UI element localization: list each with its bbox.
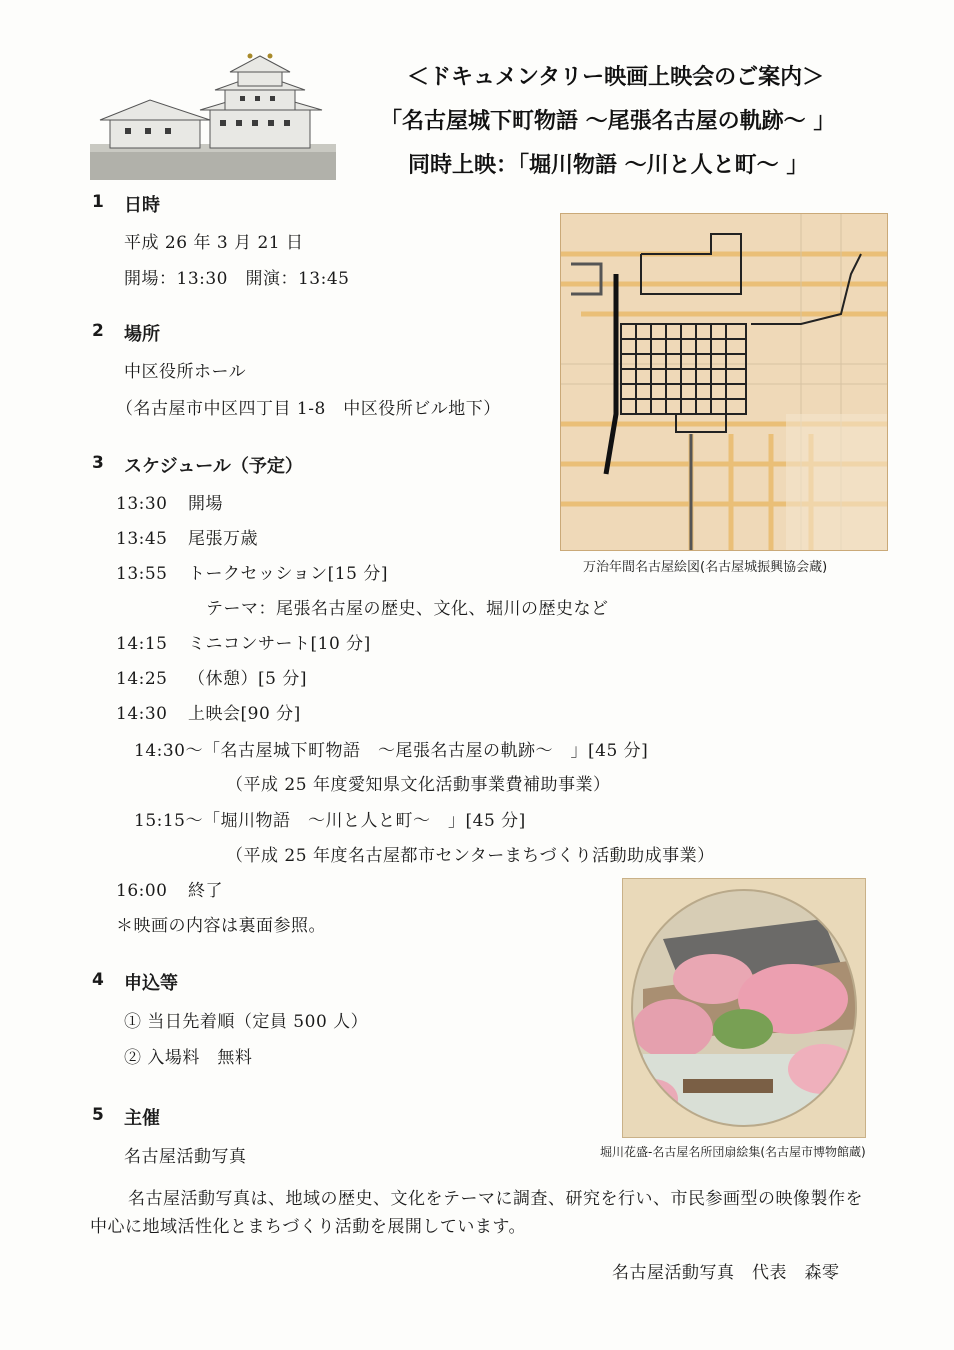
fan-painting-image [622,878,866,1138]
fan-caption: 堀川花盛-名古屋名所団扇絵集(名古屋市博物館蔵) [600,1145,866,1159]
schedule-end: 16:00 終了 [116,881,223,901]
event-date: 平成 26 年 3 月 21 日 [124,233,304,253]
header-line-1: ＜ドキュメンタリー映画上映会のご案内＞ [407,65,825,90]
section-5-title: 主催 [124,1108,160,1129]
header-line-3: 同時上映：「堀川物語 ～川と人と町～ 」 [408,153,809,178]
schedule-note: ＊映画の内容は裏面参照。 [116,916,326,936]
section-2-number: 2 [92,321,104,341]
section-4-title: 申込等 [124,973,178,994]
schedule-item: 14:25 （休憩）[5 分] [116,669,307,689]
section-3-title: スケジュール（予定） [124,456,303,477]
section-5-number: 5 [92,1105,104,1125]
venue-address: （名古屋市中区四丁目 1-8 中区役所ビル地下） [116,399,501,419]
nagoya-castle-illustration [90,48,336,180]
section-4-number: 4 [92,970,104,990]
schedule-item: 14:30 上映会[90 分] [116,704,301,724]
application-item-2: ② 入場料 無料 [124,1048,253,1068]
section-1-title: 日時 [124,195,160,216]
section-3-number: 3 [92,453,104,473]
event-times: 開場：13:30 開演：13:45 [124,269,350,289]
organizer-description: 名古屋活動写真は、地域の歴史、文化をテーマに調査、研究を行い、市民参画型の映像製作を中心に地域活性化とまちづくり活動を展開しています。 [90,1189,863,1237]
header-line-2: 「名古屋城下町物語 ～尾張名古屋の軌跡～ 」 [380,109,836,134]
schedule-item: 13:55 トークセッション[15 分] [116,564,388,584]
schedule-item: 13:45 尾張万歳 [116,529,258,549]
film-1-note: （平成 25 年度愛知県文化活動事業費補助事業） [226,775,611,795]
schedule-item: 13:30 開場 [116,494,223,514]
film-2-note: （平成 25 年度名古屋都市センターまちづくり活動助成事業） [226,846,715,866]
section-1-number: 1 [92,192,104,212]
organizer-name: 名古屋活動写真 [124,1147,247,1167]
schedule-theme: テーマ：尾張名古屋の歴史、文化、堀川の歴史など [206,599,609,619]
historical-map-image [560,213,888,551]
application-item-1: ① 当日先着順（定員 500 人） [124,1012,369,1032]
signature: 名古屋活動写真 代表 森零 [612,1263,840,1283]
film-1: 14:30～「名古屋城下町物語 ～尾張名古屋の軌跡～ 」[45 分] [134,741,649,761]
section-2-title: 場所 [124,324,160,345]
film-2: 15:15～「堀川物語 ～川と人と町～ 」[45 分] [134,811,526,831]
schedule-item: 14:15 ミニコンサート[10 分] [116,634,371,654]
map-caption: 万治年間名古屋絵図(名古屋城振興協会蔵) [583,560,828,575]
venue-name: 中区役所ホール [124,362,247,382]
